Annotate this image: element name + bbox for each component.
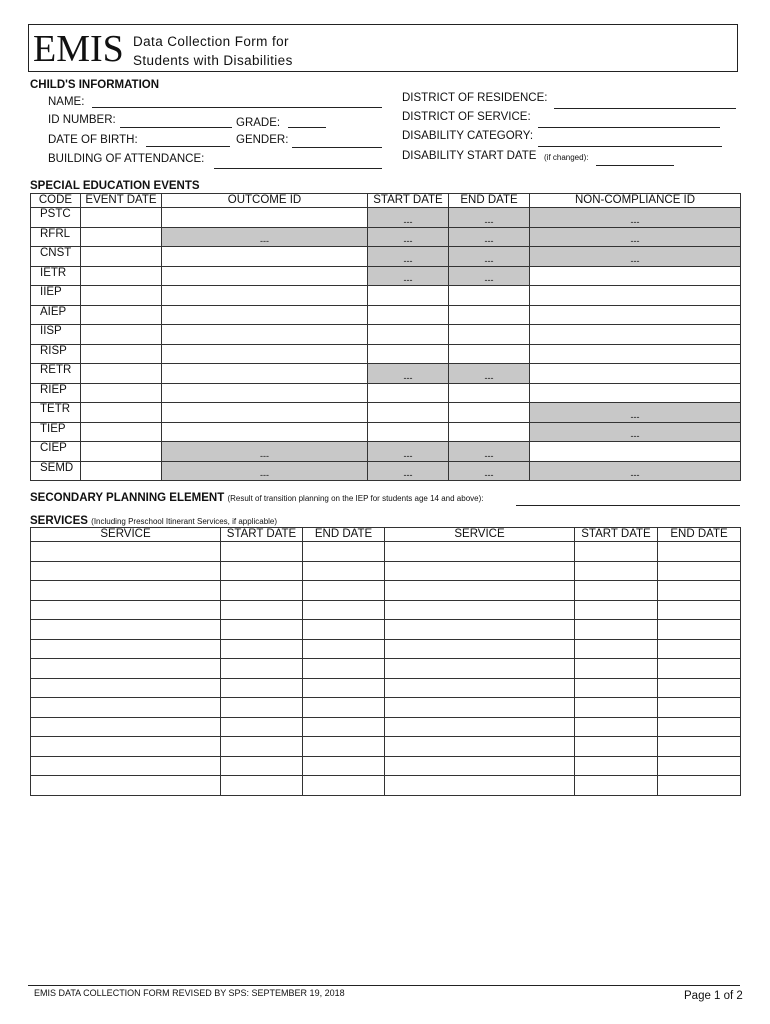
service-end-date-cell[interactable] xyxy=(303,756,385,776)
gender-field[interactable] xyxy=(292,147,382,148)
col-service-start-date-header-2: START DATE xyxy=(575,528,658,542)
event-code: CIEP xyxy=(31,442,81,462)
service-cell-2[interactable] xyxy=(385,581,575,601)
service-row xyxy=(31,756,741,776)
non-compliance-id-cell[interactable] xyxy=(530,305,741,325)
service-row xyxy=(31,561,741,581)
event-row xyxy=(31,208,741,228)
end-date-cell: --- xyxy=(449,227,530,247)
event-date-cell[interactable] xyxy=(81,383,162,403)
event-date-cell[interactable] xyxy=(81,266,162,286)
service-end-date-cell[interactable] xyxy=(303,542,385,562)
event-code: IETR xyxy=(31,266,81,286)
event-row xyxy=(31,461,741,481)
id-number-field[interactable] xyxy=(120,127,232,128)
service-start-date-cell-2[interactable] xyxy=(575,659,658,679)
event-code: RIEP xyxy=(31,383,81,403)
service-cell[interactable] xyxy=(31,756,221,776)
event-row xyxy=(31,247,741,267)
end-date-cell: --- xyxy=(449,442,530,462)
service-cell-2[interactable] xyxy=(385,620,575,640)
event-date-cell[interactable] xyxy=(81,344,162,364)
event-date-cell[interactable] xyxy=(81,442,162,462)
event-row xyxy=(31,344,741,364)
form-title-line1: Data Collection Form for xyxy=(133,34,289,49)
non-compliance-id-cell: --- xyxy=(530,227,741,247)
building-of-attendance-label: BUILDING OF ATTENDANCE: xyxy=(48,153,205,165)
date-of-birth-label: DATE OF BIRTH: xyxy=(48,134,138,146)
start-date-cell: --- xyxy=(368,227,449,247)
service-start-date-cell-2[interactable] xyxy=(575,639,658,659)
service-start-date-cell[interactable] xyxy=(221,756,303,776)
service-start-date-cell-2[interactable] xyxy=(575,776,658,796)
service-end-date-cell-2[interactable] xyxy=(658,561,741,581)
service-start-date-cell[interactable] xyxy=(221,698,303,718)
end-date-cell: --- xyxy=(449,208,530,228)
form-title-line2: Students with Disabilities xyxy=(133,53,293,68)
end-date-cell[interactable] xyxy=(449,403,530,423)
service-end-date-cell[interactable] xyxy=(303,678,385,698)
service-cell[interactable] xyxy=(31,678,221,698)
event-code: TIEP xyxy=(31,422,81,442)
form-title xyxy=(133,32,293,70)
service-cell[interactable] xyxy=(31,776,221,796)
services-section-title xyxy=(30,515,277,527)
date-of-birth-field[interactable] xyxy=(146,146,230,147)
service-start-date-cell[interactable] xyxy=(221,678,303,698)
non-compliance-id-cell[interactable] xyxy=(530,344,741,364)
services-header-row xyxy=(31,528,741,542)
form-header xyxy=(28,24,738,72)
event-row xyxy=(31,383,741,403)
end-date-cell[interactable] xyxy=(449,383,530,403)
non-compliance-id-cell[interactable] xyxy=(530,266,741,286)
non-compliance-id-cell: --- xyxy=(530,403,741,423)
gender-label: GENDER: xyxy=(236,134,289,146)
outcome-id-cell[interactable] xyxy=(162,422,368,442)
service-start-date-cell[interactable] xyxy=(221,620,303,640)
col-non-compliance-id-header: NON-COMPLIANCE ID xyxy=(530,194,741,208)
service-end-date-cell-2[interactable] xyxy=(658,717,741,737)
service-end-date-cell[interactable] xyxy=(303,581,385,601)
event-row xyxy=(31,266,741,286)
disability-category-label: DISABILITY CATEGORY: xyxy=(402,130,534,142)
event-date-cell[interactable] xyxy=(81,247,162,267)
secondary-planning-element xyxy=(30,492,483,504)
col-service-end-date-header: END DATE xyxy=(303,528,385,542)
start-date-cell: --- xyxy=(368,266,449,286)
service-start-date-cell[interactable] xyxy=(221,717,303,737)
service-row xyxy=(31,542,741,562)
col-event-date-header: EVENT DATE xyxy=(81,194,162,208)
start-date-cell[interactable] xyxy=(368,305,449,325)
service-cell-2[interactable] xyxy=(385,600,575,620)
event-code: RETR xyxy=(31,364,81,384)
event-date-cell[interactable] xyxy=(81,364,162,384)
service-cell-2[interactable] xyxy=(385,659,575,679)
service-cell[interactable] xyxy=(31,737,221,757)
service-end-date-cell-2[interactable] xyxy=(658,542,741,562)
col-service-start-date-header: START DATE xyxy=(221,528,303,542)
service-row xyxy=(31,717,741,737)
event-code: AIEP xyxy=(31,305,81,325)
col-end-date-header: END DATE xyxy=(449,194,530,208)
service-row xyxy=(31,698,741,718)
service-start-date-cell[interactable] xyxy=(221,600,303,620)
service-row xyxy=(31,581,741,601)
service-end-date-cell-2[interactable] xyxy=(658,620,741,640)
secondary-planning-note: (Result of transition planning on the IEP for students age 14 and above): xyxy=(227,494,484,503)
if-changed-note: (if changed): xyxy=(544,153,589,162)
service-cell[interactable] xyxy=(31,620,221,640)
service-start-date-cell[interactable] xyxy=(221,581,303,601)
event-row xyxy=(31,442,741,462)
non-compliance-id-cell[interactable] xyxy=(530,325,741,345)
service-end-date-cell-2[interactable] xyxy=(658,659,741,679)
services-heading: SERVICES xyxy=(30,515,88,527)
service-start-date-cell[interactable] xyxy=(221,737,303,757)
service-end-date-cell-2[interactable] xyxy=(658,776,741,796)
end-date-cell[interactable] xyxy=(449,286,530,306)
service-end-date-cell-2[interactable] xyxy=(658,678,741,698)
service-end-date-cell[interactable] xyxy=(303,698,385,718)
service-cell-2[interactable] xyxy=(385,561,575,581)
service-cell[interactable] xyxy=(31,542,221,562)
event-date-cell[interactable] xyxy=(81,227,162,247)
non-compliance-id-cell[interactable] xyxy=(530,383,741,403)
start-date-cell[interactable] xyxy=(368,344,449,364)
service-row xyxy=(31,659,741,679)
event-row xyxy=(31,227,741,247)
start-date-cell: --- xyxy=(368,208,449,228)
service-row xyxy=(31,678,741,698)
service-cell-2[interactable] xyxy=(385,678,575,698)
footer-divider xyxy=(28,985,740,986)
service-start-date-cell-2[interactable] xyxy=(575,737,658,757)
service-cell-2[interactable] xyxy=(385,717,575,737)
service-row xyxy=(31,620,741,640)
service-end-date-cell[interactable] xyxy=(303,639,385,659)
end-date-cell: --- xyxy=(449,364,530,384)
district-of-residence-label: DISTRICT OF RESIDENCE: xyxy=(402,92,548,104)
service-end-date-cell[interactable] xyxy=(303,717,385,737)
service-end-date-cell-2[interactable] xyxy=(658,737,741,757)
disability-start-date-field[interactable] xyxy=(596,165,674,166)
event-date-cell[interactable] xyxy=(81,305,162,325)
event-date-cell[interactable] xyxy=(81,325,162,345)
service-start-date-cell-2[interactable] xyxy=(575,620,658,640)
non-compliance-id-cell: --- xyxy=(530,461,741,481)
end-date-cell[interactable] xyxy=(449,305,530,325)
event-code: IISP xyxy=(31,325,81,345)
secondary-planning-field[interactable] xyxy=(516,505,740,506)
service-cell[interactable] xyxy=(31,639,221,659)
event-code: PSTC xyxy=(31,208,81,228)
outcome-id-cell[interactable] xyxy=(162,266,368,286)
service-cell[interactable] xyxy=(31,561,221,581)
outcome-id-cell[interactable] xyxy=(162,403,368,423)
grade-field[interactable] xyxy=(288,127,326,128)
start-date-cell[interactable] xyxy=(368,383,449,403)
outcome-id-cell[interactable] xyxy=(162,344,368,364)
non-compliance-id-cell: --- xyxy=(530,422,741,442)
event-date-cell[interactable] xyxy=(81,286,162,306)
start-date-cell: --- xyxy=(368,461,449,481)
service-end-date-cell[interactable] xyxy=(303,600,385,620)
service-cell[interactable] xyxy=(31,698,221,718)
service-cell-2[interactable] xyxy=(385,542,575,562)
non-compliance-id-cell: --- xyxy=(530,247,741,267)
event-row xyxy=(31,305,741,325)
event-code: RISP xyxy=(31,344,81,364)
start-date-cell[interactable] xyxy=(368,403,449,423)
service-row xyxy=(31,776,741,796)
grade-label: GRADE: xyxy=(236,117,281,129)
col-service-header: SERVICE xyxy=(31,528,221,542)
district-of-service-field[interactable] xyxy=(538,127,720,128)
non-compliance-id-cell[interactable] xyxy=(530,286,741,306)
event-row xyxy=(31,364,741,384)
service-end-date-cell-2[interactable] xyxy=(658,639,741,659)
event-code: SEMD xyxy=(31,461,81,481)
service-cell-2[interactable] xyxy=(385,737,575,757)
name-label: NAME: xyxy=(48,96,85,108)
start-date-cell: --- xyxy=(368,364,449,384)
service-end-date-cell[interactable] xyxy=(303,737,385,757)
outcome-id-cell: --- xyxy=(162,461,368,481)
service-cell-2[interactable] xyxy=(385,756,575,776)
event-row xyxy=(31,422,741,442)
service-cell[interactable] xyxy=(31,581,221,601)
start-date-cell[interactable] xyxy=(368,286,449,306)
service-end-date-cell[interactable] xyxy=(303,776,385,796)
service-start-date-cell-2[interactable] xyxy=(575,600,658,620)
service-cell-2[interactable] xyxy=(385,698,575,718)
event-row xyxy=(31,403,741,423)
service-cell-2[interactable] xyxy=(385,776,575,796)
event-date-cell[interactable] xyxy=(81,208,162,228)
services-table xyxy=(30,527,741,796)
service-row xyxy=(31,600,741,620)
service-row xyxy=(31,639,741,659)
col-service-end-date-header-2: END DATE xyxy=(658,528,741,542)
events-header-row xyxy=(31,194,741,208)
service-start-date-cell-2[interactable] xyxy=(575,561,658,581)
services-note: (Including Preschool Itinerant Services, if applicable) xyxy=(91,517,278,526)
special-education-events-table xyxy=(30,193,741,481)
service-cell[interactable] xyxy=(31,717,221,737)
col-service-header-2: SERVICE xyxy=(385,528,575,542)
id-number-label: ID NUMBER: xyxy=(48,114,116,126)
end-date-cell: --- xyxy=(449,461,530,481)
service-start-date-cell[interactable] xyxy=(221,639,303,659)
col-code-header: CODE xyxy=(31,194,81,208)
end-date-cell[interactable] xyxy=(449,325,530,345)
service-start-date-cell-2[interactable] xyxy=(575,542,658,562)
service-end-date-cell-2[interactable] xyxy=(658,600,741,620)
service-start-date-cell-2[interactable] xyxy=(575,698,658,718)
service-cell[interactable] xyxy=(31,659,221,679)
event-code: IIEP xyxy=(31,286,81,306)
service-end-date-cell-2[interactable] xyxy=(658,698,741,718)
service-start-date-cell[interactable] xyxy=(221,561,303,581)
district-of-residence-field[interactable] xyxy=(554,108,736,109)
end-date-cell: --- xyxy=(449,266,530,286)
event-date-cell[interactable] xyxy=(81,403,162,423)
non-compliance-id-cell[interactable] xyxy=(530,442,741,462)
service-end-date-cell[interactable] xyxy=(303,659,385,679)
event-date-cell[interactable] xyxy=(81,422,162,442)
service-row xyxy=(31,737,741,757)
service-end-date-cell[interactable] xyxy=(303,620,385,640)
service-end-date-cell[interactable] xyxy=(303,561,385,581)
event-code: TETR xyxy=(31,403,81,423)
district-of-service-label: DISTRICT OF SERVICE: xyxy=(402,111,531,123)
event-row xyxy=(31,325,741,345)
outcome-id-cell[interactable] xyxy=(162,383,368,403)
page-number: Page 1 of 2 xyxy=(684,990,743,1002)
non-compliance-id-cell[interactable] xyxy=(530,364,741,384)
emis-logo: EMIS xyxy=(33,28,124,70)
start-date-cell[interactable] xyxy=(368,325,449,345)
name-field[interactable] xyxy=(92,107,382,108)
end-date-cell[interactable] xyxy=(449,344,530,364)
service-start-date-cell-2[interactable] xyxy=(575,581,658,601)
childs-information-heading: CHILD'S INFORMATION xyxy=(30,79,160,91)
outcome-id-cell[interactable] xyxy=(162,325,368,345)
outcome-id-cell[interactable] xyxy=(162,208,368,228)
event-date-cell[interactable] xyxy=(81,461,162,481)
service-end-date-cell-2[interactable] xyxy=(658,756,741,776)
special-education-events-heading: SPECIAL EDUCATION EVENTS xyxy=(30,180,200,192)
non-compliance-id-cell: --- xyxy=(530,208,741,228)
outcome-id-cell[interactable] xyxy=(162,305,368,325)
service-start-date-cell-2[interactable] xyxy=(575,756,658,776)
outcome-id-cell[interactable] xyxy=(162,286,368,306)
service-start-date-cell-2[interactable] xyxy=(575,717,658,737)
event-code: RFRL xyxy=(31,227,81,247)
outcome-id-cell: --- xyxy=(162,227,368,247)
col-start-date-header: START DATE xyxy=(368,194,449,208)
outcome-id-cell: --- xyxy=(162,442,368,462)
building-of-attendance-field[interactable] xyxy=(214,168,382,169)
service-end-date-cell-2[interactable] xyxy=(658,581,741,601)
secondary-planning-heading: SECONDARY PLANNING ELEMENT xyxy=(30,492,225,504)
start-date-cell: --- xyxy=(368,247,449,267)
outcome-id-cell[interactable] xyxy=(162,364,368,384)
event-row xyxy=(31,286,741,306)
service-start-date-cell[interactable] xyxy=(221,542,303,562)
service-start-date-cell-2[interactable] xyxy=(575,678,658,698)
service-cell[interactable] xyxy=(31,600,221,620)
outcome-id-cell[interactable] xyxy=(162,247,368,267)
disability-start-date-label: DISABILITY START DATE xyxy=(402,150,537,162)
start-date-cell[interactable] xyxy=(368,422,449,442)
end-date-cell: --- xyxy=(449,247,530,267)
footer-revised-text: EMIS DATA COLLECTION FORM REVISED BY SPS: SEPTEMBER 19, 2018 xyxy=(34,988,345,998)
service-start-date-cell[interactable] xyxy=(221,776,303,796)
event-code: CNST xyxy=(31,247,81,267)
service-start-date-cell[interactable] xyxy=(221,659,303,679)
start-date-cell: --- xyxy=(368,442,449,462)
col-outcome-id-header: OUTCOME ID xyxy=(162,194,368,208)
service-cell-2[interactable] xyxy=(385,639,575,659)
end-date-cell[interactable] xyxy=(449,422,530,442)
disability-category-field[interactable] xyxy=(538,146,722,147)
